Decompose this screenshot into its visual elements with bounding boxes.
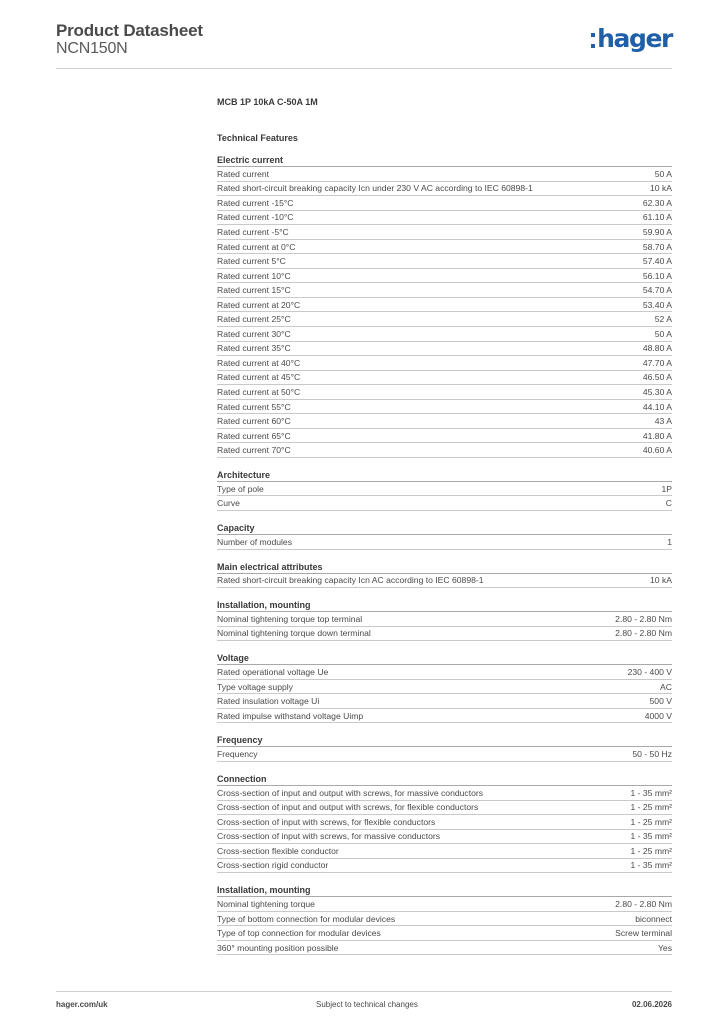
spec-value: biconnect bbox=[635, 913, 672, 924]
spec-label: Type voltage supply bbox=[217, 681, 293, 692]
section-title: Voltage bbox=[217, 652, 672, 665]
spec-row bbox=[217, 211, 672, 226]
spec-value: 41.80 A bbox=[642, 430, 672, 441]
spec-row bbox=[217, 312, 672, 327]
spec-label: Rated current 30°C bbox=[217, 328, 291, 339]
spec-label: Frequency bbox=[217, 749, 258, 760]
spec-section bbox=[217, 773, 672, 873]
spec-row bbox=[217, 830, 672, 845]
spec-value: 45.30 A bbox=[642, 386, 672, 397]
product-name: MCB 1P 10kA C-50A 1M bbox=[217, 97, 318, 107]
spec-section bbox=[217, 522, 672, 550]
spec-section bbox=[217, 652, 672, 723]
spec-row bbox=[217, 844, 672, 859]
spec-value: 53.40 A bbox=[642, 299, 672, 310]
spec-row bbox=[217, 482, 672, 497]
spec-row bbox=[217, 342, 672, 357]
section-title: Installation, mounting bbox=[217, 884, 672, 897]
spec-label: Rated current at 50°C bbox=[217, 386, 301, 397]
spec-row bbox=[217, 786, 672, 801]
spec-row bbox=[217, 612, 672, 627]
spec-value: 59.90 A bbox=[642, 226, 672, 237]
spec-label: Rated current -15°C bbox=[217, 197, 294, 208]
spec-label: Cross-section of input with screws, for massive conductors bbox=[217, 831, 441, 842]
spec-row bbox=[217, 254, 672, 269]
spec-label: Rated short-circuit breaking capacity Icn AC according to IEC 60898-1 bbox=[217, 575, 484, 586]
spec-row bbox=[217, 385, 672, 400]
spec-label: Rated current 5°C bbox=[217, 256, 286, 267]
spec-label: 360° mounting position possible bbox=[217, 942, 339, 953]
spec-label: Nominal tightening torque bbox=[217, 899, 315, 909]
spec-row bbox=[217, 196, 672, 211]
spec-label: Rated current 55°C bbox=[217, 401, 291, 412]
spec-row bbox=[217, 665, 672, 680]
page-header bbox=[56, 20, 672, 69]
spec-label: Type of bottom connection for modular devices bbox=[217, 913, 396, 924]
spec-section bbox=[217, 884, 672, 955]
spec-value: 56.10 A bbox=[642, 270, 672, 281]
spec-section bbox=[217, 469, 672, 511]
spec-row bbox=[217, 298, 672, 313]
spec-row bbox=[217, 859, 672, 874]
spec-row bbox=[217, 897, 672, 912]
section-title: Capacity bbox=[217, 522, 672, 535]
spec-label: Rated operational voltage Ue bbox=[217, 666, 329, 677]
spec-row bbox=[217, 167, 672, 182]
spec-label: Rated current -5°C bbox=[217, 226, 289, 237]
spec-label: Rated current 35°C bbox=[217, 343, 291, 354]
spec-value: 1 - 25 mm² bbox=[630, 816, 672, 827]
section-title: Installation, mounting bbox=[217, 599, 672, 612]
spec-value: 2.80 - 2.80 Nm bbox=[615, 613, 672, 624]
spec-value: 50 - 50 Hz bbox=[632, 749, 672, 760]
spec-value: 44.10 A bbox=[642, 401, 672, 412]
spec-row bbox=[217, 414, 672, 429]
spec-value: 62.30 A bbox=[642, 197, 672, 208]
spec-value: 46.50 A bbox=[642, 372, 672, 383]
spec-label: Rated current 25°C bbox=[217, 314, 291, 325]
spec-label: Rated current -10°C bbox=[217, 212, 294, 223]
spec-label: Rated current 65°C bbox=[217, 430, 291, 441]
spec-value: 10 kA bbox=[650, 183, 672, 194]
spec-row bbox=[217, 429, 672, 444]
spec-value: 47.70 A bbox=[642, 357, 672, 368]
spec-section bbox=[217, 734, 672, 762]
footer-notice: Subject to technical changes bbox=[316, 1000, 418, 1009]
spec-row bbox=[217, 371, 672, 386]
spec-label: Nominal tightening torque down terminal bbox=[217, 628, 371, 639]
spec-value: AC bbox=[660, 681, 672, 692]
spec-label: Rated current bbox=[217, 168, 270, 179]
logo-text: hager bbox=[597, 24, 672, 53]
spec-label: Rated current at 45°C bbox=[217, 372, 301, 383]
spec-value: 230 - 400 V bbox=[627, 666, 672, 677]
spec-label: Type of pole bbox=[217, 483, 264, 494]
section-title: Frequency bbox=[217, 734, 672, 747]
spec-label: Curve bbox=[217, 498, 240, 509]
spec-value: 50 A bbox=[654, 168, 672, 179]
spec-label: Rated current 60°C bbox=[217, 416, 291, 427]
page-footer bbox=[56, 991, 672, 1015]
spec-row bbox=[217, 574, 672, 589]
spec-value: 57.40 A bbox=[642, 256, 672, 267]
spec-row bbox=[217, 941, 672, 956]
section-title: Main electrical attributes bbox=[217, 561, 672, 574]
footer-website-link[interactable]: hager.com/uk bbox=[56, 1000, 108, 1009]
spec-value: 54.70 A bbox=[642, 285, 672, 296]
spec-value: 10 kA bbox=[650, 575, 672, 586]
spec-row bbox=[217, 225, 672, 240]
spec-label: Cross-section of input and output with screws, for massive conductors bbox=[217, 787, 484, 798]
spec-row bbox=[217, 443, 672, 458]
product-code: NCN150N bbox=[56, 40, 128, 57]
spec-row bbox=[217, 815, 672, 830]
spec-label: Cross-section of input with screws, for flexible conductors bbox=[217, 816, 436, 827]
spec-label: Cross-section flexible conductor bbox=[217, 845, 339, 856]
spec-label: Rated current 10°C bbox=[217, 270, 291, 281]
spec-label: Rated current 70°C bbox=[217, 445, 291, 456]
document-title: Product Datasheet bbox=[56, 21, 203, 40]
spec-value: 50 A bbox=[654, 328, 672, 339]
section-title: Electric current bbox=[217, 154, 672, 167]
spec-value: 4000 V bbox=[644, 710, 672, 721]
spec-value: 1 - 35 mm² bbox=[630, 860, 672, 871]
spec-value: 1 bbox=[667, 536, 672, 547]
logo-colon-icon bbox=[591, 33, 595, 48]
section-title: Connection bbox=[217, 773, 672, 786]
spec-label: Rated short-circuit breaking capacity Icn under 230 V AC according to IEC 60898-1 bbox=[217, 183, 533, 194]
spec-value: 2.80 - 2.80 Nm bbox=[615, 628, 672, 639]
spec-value: 500 V bbox=[649, 696, 672, 707]
spec-label: Rated current at 0°C bbox=[217, 241, 296, 252]
datasheet-content bbox=[217, 95, 672, 955]
spec-row bbox=[217, 400, 672, 415]
spec-value: 2.80 - 2.80 Nm bbox=[615, 899, 672, 909]
spec-value: Screw terminal bbox=[615, 928, 672, 939]
spec-label: Rated insulation voltage Ui bbox=[217, 696, 320, 707]
spec-row bbox=[217, 240, 672, 255]
spec-row bbox=[217, 627, 672, 642]
spec-row bbox=[217, 747, 672, 762]
spec-row bbox=[217, 182, 672, 197]
spec-value: 43 A bbox=[654, 416, 672, 427]
spec-value: 61.10 A bbox=[642, 212, 672, 223]
spec-value: C bbox=[665, 498, 672, 509]
spec-row bbox=[217, 694, 672, 709]
spec-row bbox=[217, 496, 672, 511]
spec-label: Rated impulse withstand voltage Uimp bbox=[217, 710, 364, 721]
spec-label: Cross-section of input and output with screws, for flexible conductors bbox=[217, 802, 479, 813]
spec-row bbox=[217, 283, 672, 298]
spec-value: 1 - 25 mm² bbox=[630, 845, 672, 856]
spec-value: 52 A bbox=[654, 314, 672, 325]
spec-section bbox=[217, 561, 672, 589]
spec-label: Nominal tightening torque top terminal bbox=[217, 613, 363, 624]
section-title: Architecture bbox=[217, 469, 672, 482]
spec-value: 40.60 A bbox=[642, 445, 672, 456]
hager-logo bbox=[591, 24, 672, 54]
feature-sections bbox=[217, 154, 672, 955]
spec-label: Number of modules bbox=[217, 536, 292, 547]
spec-row bbox=[217, 801, 672, 816]
spec-row bbox=[217, 327, 672, 342]
footer-date: 02.06.2026 bbox=[631, 1000, 672, 1009]
spec-section bbox=[217, 154, 672, 458]
spec-value: 58.70 A bbox=[642, 241, 672, 252]
spec-row bbox=[217, 912, 672, 927]
spec-label: Rated current at 20°C bbox=[217, 299, 301, 310]
spec-label: Type of top connection for modular devices bbox=[217, 928, 381, 939]
spec-label: Rated current at 40°C bbox=[217, 357, 301, 368]
spec-row bbox=[217, 535, 672, 550]
spec-value: 48.80 A bbox=[642, 343, 672, 354]
spec-row bbox=[217, 680, 672, 695]
spec-value: Yes bbox=[657, 942, 672, 953]
spec-value: 1 - 25 mm² bbox=[630, 802, 672, 813]
spec-label: Cross-section rigid conductor bbox=[217, 860, 329, 871]
spec-row bbox=[217, 269, 672, 284]
spec-section bbox=[217, 599, 672, 641]
spec-row bbox=[217, 926, 672, 941]
technical-features-heading: Technical Features bbox=[217, 133, 298, 143]
spec-value: 1P bbox=[661, 483, 672, 494]
spec-row bbox=[217, 709, 672, 724]
spec-value: 1 - 35 mm² bbox=[630, 787, 672, 798]
spec-row bbox=[217, 356, 672, 371]
spec-label: Rated current 15°C bbox=[217, 285, 291, 296]
spec-value: 1 - 35 mm² bbox=[630, 831, 672, 842]
